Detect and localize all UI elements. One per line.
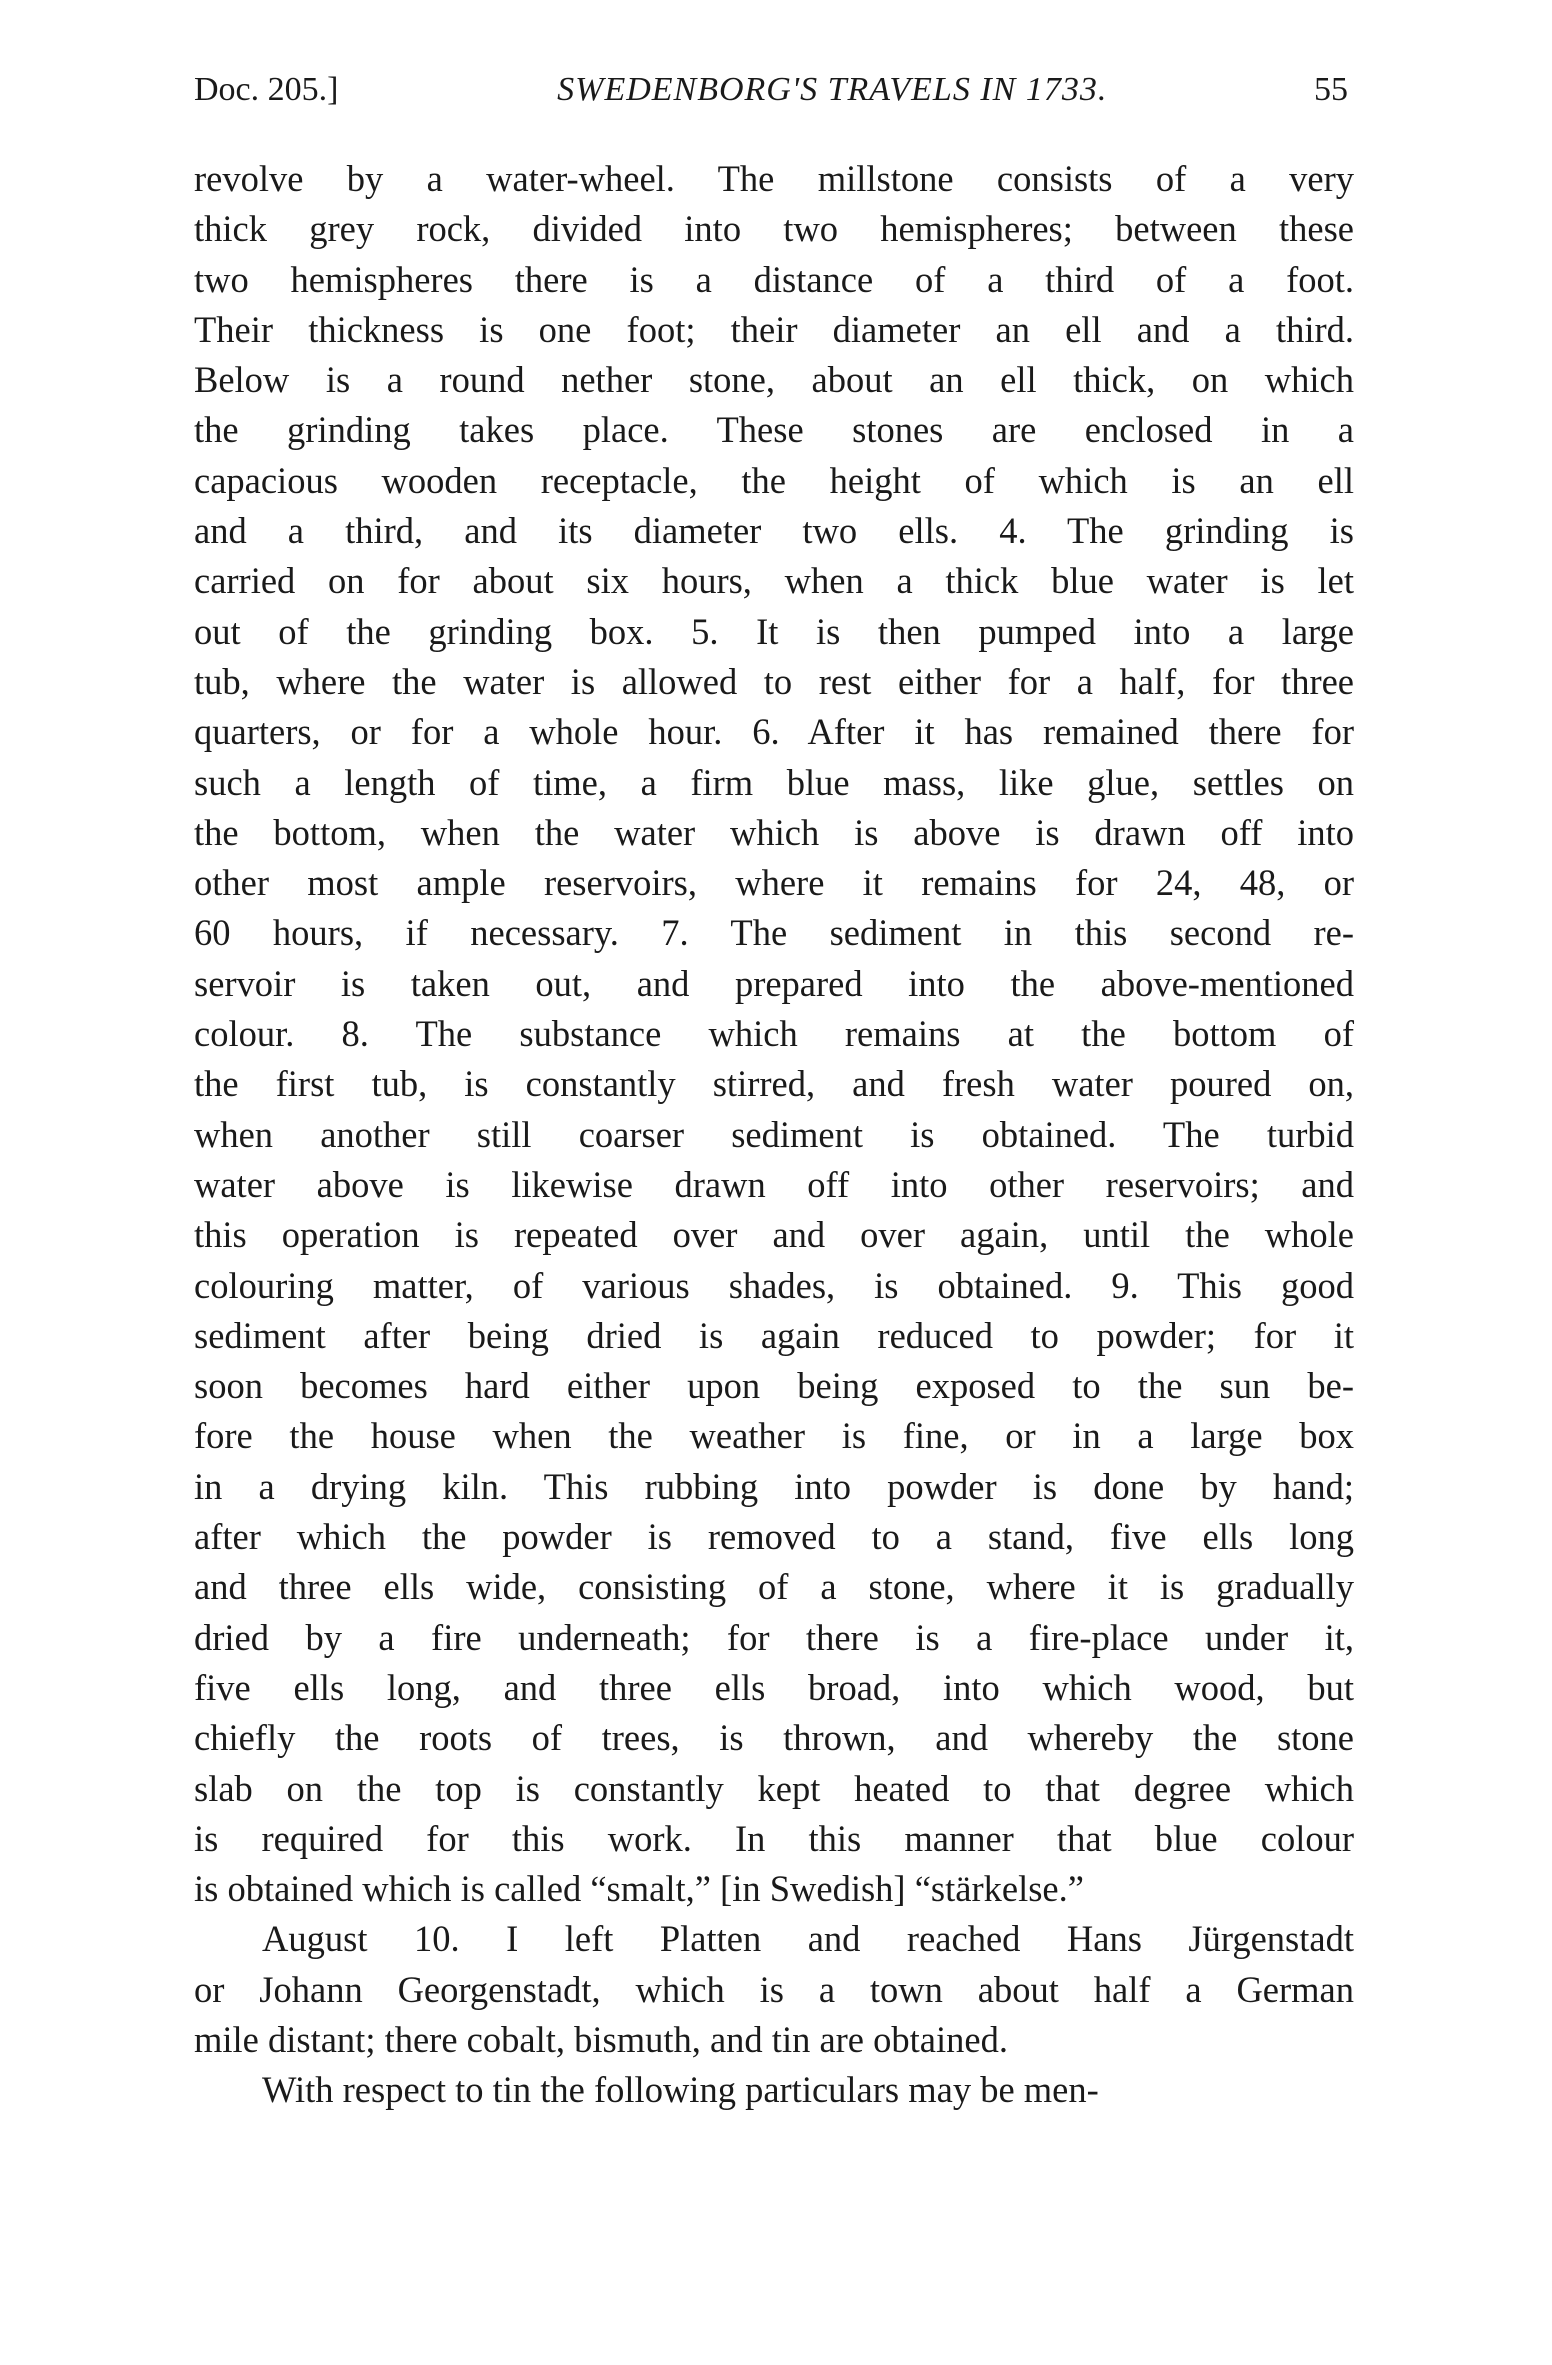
text-line: Below is a round nether stone, about an ell thick, on which [194, 359, 1354, 401]
document-page [194, 70, 1354, 2116]
text-line: slab on the top is constantly kept heated to that degree which [194, 1767, 1354, 1809]
text-line: Their thickness is one foot; their diameter an ell and a third. [194, 308, 1354, 350]
text-line: colour. 8. The substance which remains at the bottom of [194, 1013, 1354, 1055]
text-line: other most ample reservoirs, where it remains for 24, 48, or [194, 862, 1354, 904]
text-line: when another still coarser sediment is obtained. The turbid [194, 1113, 1354, 1155]
text-line: two hemispheres there is a distance of a third of a foot. [194, 258, 1354, 300]
text-line: this operation is repeated over and over again, until the whole [194, 1214, 1354, 1256]
text-line: dried by a fire underneath; for there is a fire-place under it, [194, 1616, 1354, 1658]
text-line: out of the grinding box. 5. It is then pumped into a large [194, 610, 1354, 652]
text-line: tub, where the water is allowed to rest either for a half, for three [194, 660, 1354, 702]
text-line: thick grey rock, divided into two hemispheres; between these [194, 208, 1354, 250]
text-line: mile distant; there cobalt, bismuth, and tin are obtained. [194, 2018, 1008, 2060]
text-line: such a length of time, a firm blue mass, like glue, settles on [194, 761, 1354, 803]
text-line: carried on for about six hours, when a thick blue water is let [194, 560, 1354, 602]
text-line: and a third, and its diameter two ells. 4. The grinding is [194, 510, 1354, 552]
text-line: servoir is taken out, and prepared into the above-mentioned [194, 962, 1354, 1004]
text-line: is required for this work. In this manner that blue colour [194, 1817, 1354, 1859]
text-line: fore the house when the weather is fine, or in a large box [194, 1415, 1354, 1457]
text-line: revolve by a water-wheel. The millstone consists of a very [194, 158, 1354, 199]
text-line: the first tub, is constantly stirred, and fresh water poured on, [194, 1063, 1354, 1105]
text-line: August 10. I left Platten and reached Hans Jürgenstadt [262, 1918, 1354, 1960]
paragraph [194, 1914, 1354, 2065]
page-number: 55 [1314, 71, 1348, 108]
text-line: soon becomes hard either upon being exposed to the sun be- [194, 1365, 1354, 1407]
text-line: colouring matter, of various shades, is obtained. 9. This good [194, 1264, 1354, 1306]
text-line: sediment after being dried is again reduced to powder; for it [194, 1314, 1354, 1356]
text-line: after which the powder is removed to a stand, five ells long [194, 1516, 1354, 1558]
text-line: chiefly the roots of trees, is thrown, and whereby the stone [194, 1717, 1354, 1759]
running-title: SWEDENBORG'S TRAVELS IN 1733. [557, 71, 1108, 108]
paragraph [194, 2065, 1354, 2115]
text-line: the bottom, when the water which is above is drawn off into [194, 811, 1354, 853]
text-line: capacious wooden receptacle, the height of which is an ell [194, 459, 1354, 501]
text-line: quarters, or for a whole hour. 6. After it has remained there for [194, 711, 1354, 753]
text-line: 60 hours, if necessary. 7. The sediment in this second re- [194, 912, 1354, 954]
text-line: or Johann Georgenstadt, which is a town about half a German [194, 1968, 1354, 2010]
body-text [194, 154, 1354, 2116]
text-line: With respect to tin the following particulars may be men- [262, 2069, 1099, 2111]
text-line: and three ells wide, consisting of a stone, where it is gradually [194, 1566, 1354, 1608]
running-header [194, 70, 1354, 110]
text-line: the grinding takes place. These stones are enclosed in a [194, 409, 1354, 451]
text-line: five ells long, and three ells broad, into which wood, but [194, 1666, 1354, 1708]
document-reference: Doc. 205.] [194, 71, 339, 108]
text-line: is obtained which is called “smalt,” [in Swedish] “stärkelse.” [194, 1868, 1084, 1910]
paragraph [194, 154, 1354, 1914]
text-line: in a drying kiln. This rubbing into powder is done by hand; [194, 1465, 1354, 1507]
text-line: water above is likewise drawn off into other reservoirs; and [194, 1163, 1354, 1205]
